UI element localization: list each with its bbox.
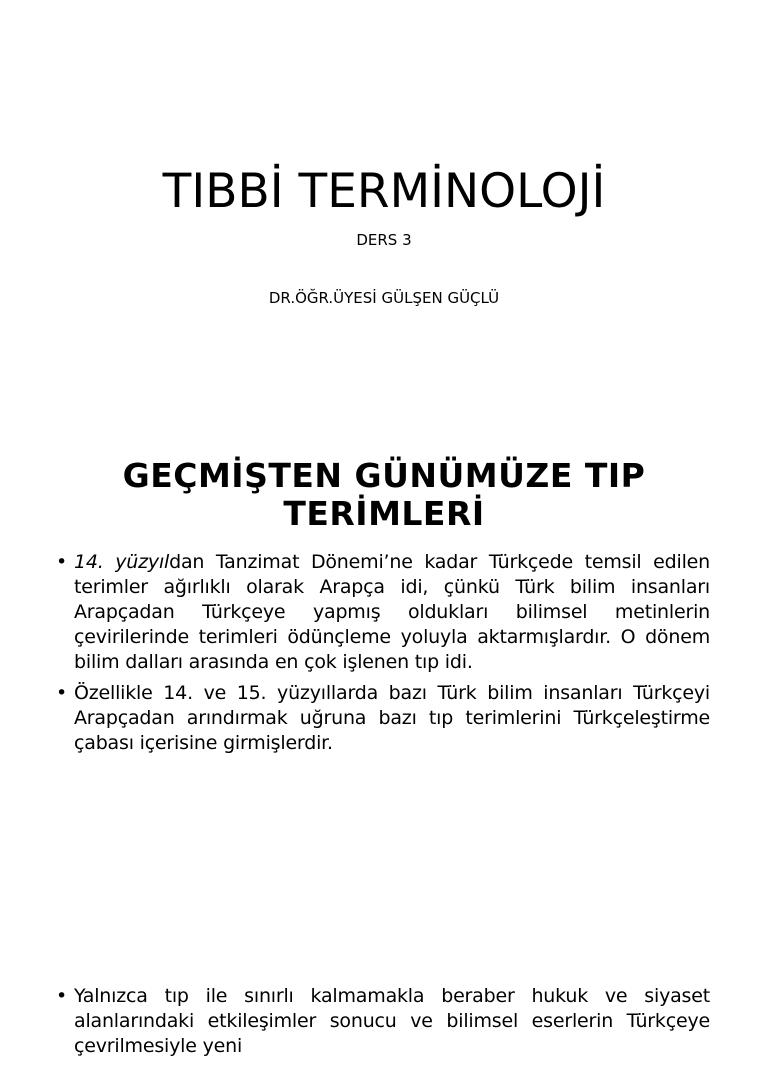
bullet-list (56, 550, 710, 762)
bullet-text: dan Tanzimat Dönemi’ne kadar Türkçede temsil edilen terimler ağırlıklı olarak Arapça idi, çünkü Türk bilim insanları Arapçadan Türkçeye yapmış oldukları bilimsel metinlerin çevirilerinde terimleri ödünçleme yoluyla aktarmışlardır. O dönem bilim dalları arasında en çok işlenen tıp idi. (74, 551, 710, 673)
bullet-text: Özellikle 14. ve 15. yüzyıllarda bazı Türk bilim insanları Türkçeyi Arapçadan arındırmak uğruna bazı tıp terimlerini Türkçeleştirme çabası içerisine girmişlerdir. (74, 682, 710, 754)
slide-heading-line2: TERİMLERİ (283, 494, 485, 533)
bullet-item (56, 984, 710, 1059)
content-slide-partial (0, 970, 768, 1057)
bullet-list (56, 984, 710, 1065)
presentation-title: TIBBİ TERMİNOLOJİ (162, 164, 606, 219)
bullet-item (56, 681, 710, 756)
lesson-number: DERS 3 (356, 231, 412, 249)
bullet-text: Yalnızca tıp ile sınırlı kalmamakla beraber hukuk ve siyaset alanlarındaki etkileşimler sonucu ve bilimsel eserlerin Türkçeye çevrilmesiyle yeni (74, 985, 710, 1057)
bullet-italic-lead: 14. yüzyıl (74, 551, 170, 573)
title-slide (0, 0, 768, 430)
bullet-item (56, 550, 710, 675)
slide-heading (60, 457, 708, 533)
content-slide-history (0, 430, 768, 970)
slide-heading-line1: GEÇMİŞTEN GÜNÜMÜZE TIP (122, 456, 646, 495)
author-name: DR.ÖĞR.ÜYESİ GÜLŞEN GÜÇLÜ (268, 289, 500, 307)
